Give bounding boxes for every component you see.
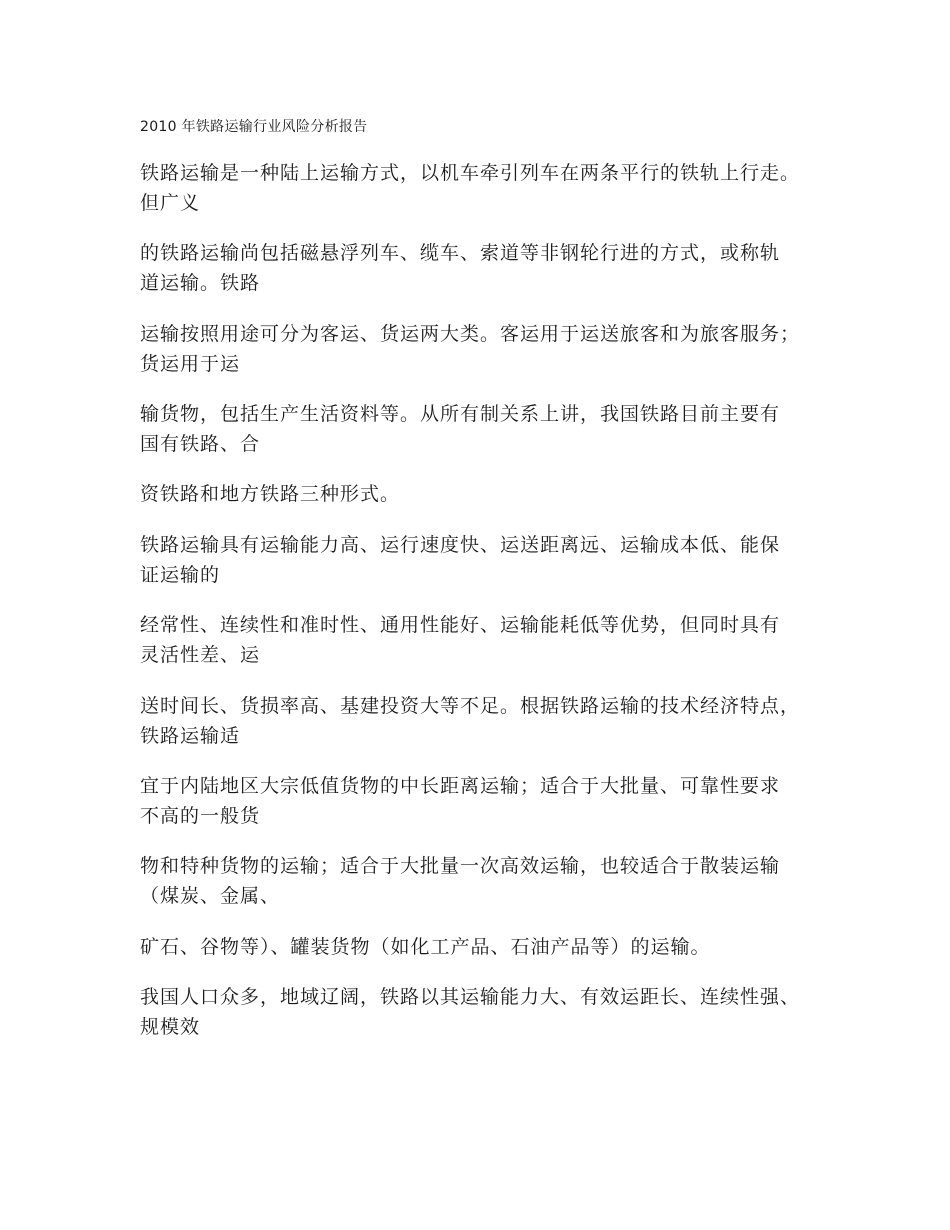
paragraph xyxy=(140,399,840,459)
text-line: （煤炭、金属、 xyxy=(140,885,281,907)
document-title: 2010 年铁路运输行业风险分析报告 xyxy=(140,119,368,135)
text-line: 的铁路运输尚包括磁悬浮列车、缆车、索道等非钢轮行进的方式，或称轨 xyxy=(140,242,781,264)
text-line: 但广义 xyxy=(140,192,201,214)
paragraph xyxy=(140,771,840,831)
text-line: 证运输的 xyxy=(140,564,221,586)
text-line: 道运输。铁路 xyxy=(140,272,261,294)
text-line: 货运用于运 xyxy=(140,353,241,375)
text-line: 我国人口众多，地域辽阔，铁路以其运输能力大、有效运距长、连续性强、 xyxy=(140,986,801,1008)
paragraph xyxy=(140,238,840,298)
text-line: 物和特种货物的运输；适合于大批量一次高效运输，也较适合于散装运输 xyxy=(140,855,781,877)
paragraph xyxy=(140,530,840,590)
paragraph xyxy=(140,158,840,218)
text-line: 国有铁路、合 xyxy=(140,433,261,455)
paragraph xyxy=(140,610,840,670)
text-line: 宜于内陆地区大宗低值货物的中长距离运输；适合于大批量、可靠性要求 xyxy=(140,775,781,797)
text-line: 输货物，包括生产生活资料等。从所有制关系上讲，我国铁路目前主要有 xyxy=(140,403,781,425)
text-line: 运输按照用途可分为客运、货运两大类。客运用于运送旅客和为旅客服务； xyxy=(140,323,801,345)
text-line: 经常性、连续性和准时性、通用性能好、运输能耗低等优势，但同时具有 xyxy=(140,614,781,636)
paragraph xyxy=(140,851,840,911)
paragraph xyxy=(140,319,840,379)
paragraph xyxy=(140,982,840,1042)
text-line: 规模效 xyxy=(140,1016,201,1038)
text-line: 铁路运输适 xyxy=(140,725,241,747)
text-line: 铁路运输具有运输能力高、运行速度快、运送距离远、运输成本低、能保 xyxy=(140,534,781,556)
paragraph xyxy=(140,479,840,509)
text-line: 送时间长、货损率高、基建投资大等不足。根据铁路运输的技术经济特点， xyxy=(140,695,801,717)
paragraph xyxy=(140,691,840,751)
text-line: 矿石、谷物等）、罐装货物（如化工产品、石油产品等）的运输。 xyxy=(140,936,711,958)
text-line: 不高的一般货 xyxy=(140,805,261,827)
paragraph xyxy=(140,932,840,962)
text-line: 资铁路和地方铁路三种形式。 xyxy=(140,483,401,505)
text-line: 灵活性差、运 xyxy=(140,644,261,666)
text-line: 铁路运输是一种陆上运输方式，以机车牵引列车在两条平行的铁轨上行走。 xyxy=(140,162,801,184)
